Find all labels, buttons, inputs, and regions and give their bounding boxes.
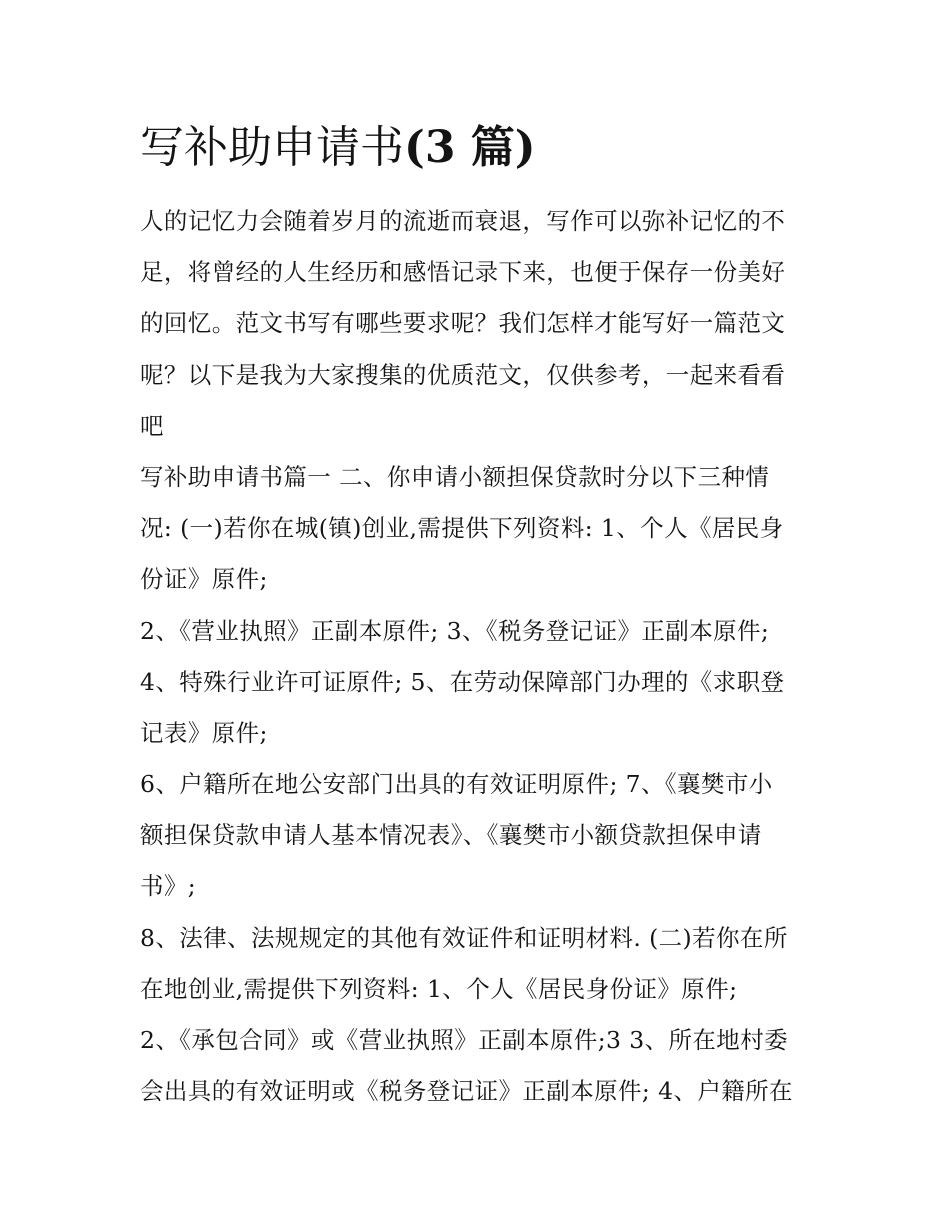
document-body <box>140 196 812 1117</box>
text-line: 写补助申请书篇一 二、你申请小额担保贷款时分以下三种情 <box>140 462 770 491</box>
text-line: 4、特殊行业许可证原件; 5、在劳动保障部门办理的《求职登 <box>140 667 785 696</box>
text-line: 呢？以下是我为大家搜集的优质范文，仅供参考，一起来看看 <box>140 360 786 389</box>
text-line: 人的记忆力会随着岁月的流逝而衰退，写作可以弥补记忆的不 <box>140 207 786 235</box>
text-line: 的回忆。范文书写有哪些要求呢？我们怎样才能写好一篇范文 <box>140 309 786 338</box>
text-line: 足，将曾经的人生经历和感悟记录下来，也便于保存一份美好 <box>140 258 786 287</box>
text-line: 吧 <box>140 411 164 440</box>
text-line: 2、《承包合同》或《营业执照》正副本原件;3 3、所在地村委 <box>140 1026 788 1054</box>
text-line: 记表》原件; <box>140 718 268 747</box>
title-main: 写补助申请书 <box>140 122 404 173</box>
text-line: 份证》原件; <box>140 565 268 594</box>
text-line: 8、法律、法规规定的其他有效证件和证明材料. (二)若你在所 <box>140 923 788 952</box>
text-line: 额担保贷款申请人基本情况表》、《襄樊市小额贷款担保申请 <box>140 821 762 850</box>
text-line: 6、户籍所在地公安部门出具的有效证明原件; 7、《襄樊市小 <box>140 770 773 799</box>
text-line: 况: (一)若你在城(镇)创业,需提供下列资料: 1、个人《居民身 <box>140 514 784 543</box>
document-title <box>140 112 536 184</box>
title-suffix: (3 篇) <box>404 122 536 173</box>
text-line: 会出具的有效证明或《税务登记证》正副本原件; 4、户籍所在 <box>140 1077 793 1106</box>
text-line: 2、《营业执照》正副本原件; 3、《税务登记证》正副本原件; <box>140 616 770 645</box>
text-line: 在地创业,需提供下列资料: 1、个人《居民身份证》原件; <box>140 974 738 1003</box>
text-line: 书》; <box>140 872 197 901</box>
